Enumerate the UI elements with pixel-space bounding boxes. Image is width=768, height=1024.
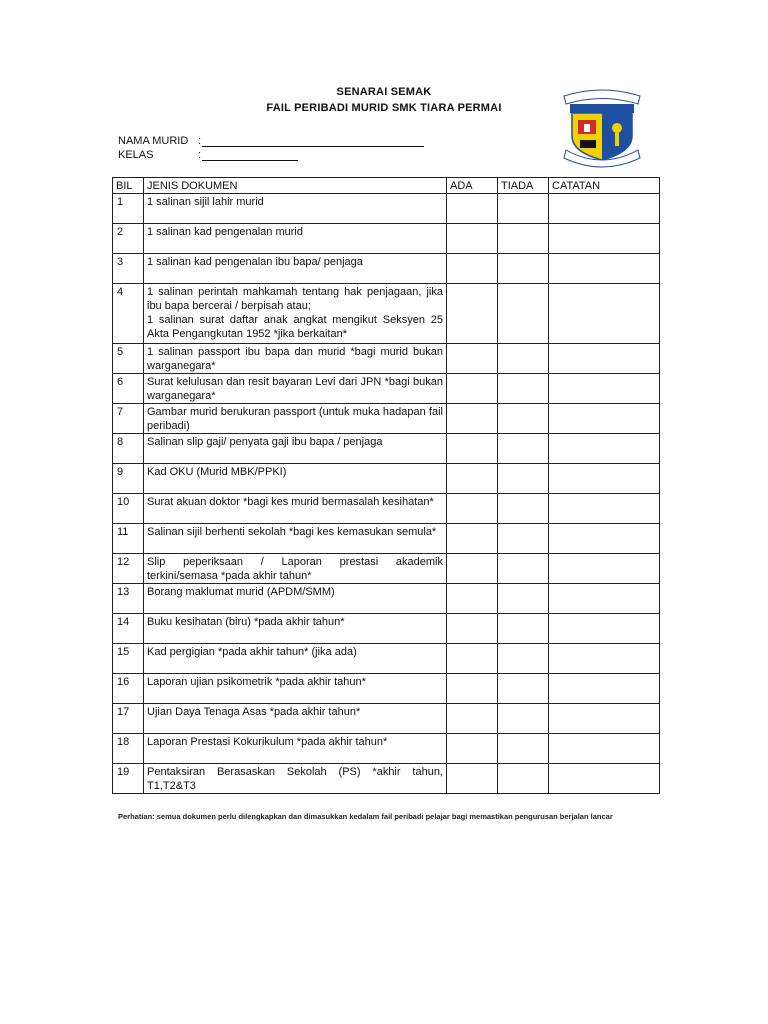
tiada-cell[interactable] [498,674,549,704]
ada-cell[interactable] [447,674,498,704]
ada-cell[interactable] [447,344,498,374]
ada-cell[interactable] [447,524,498,554]
table-header-row [113,178,660,194]
page-title: SENARAI SEMAK [336,86,432,98]
table-row: 16 Laporan ujian psikometrik *pada akhir tahun* [113,674,660,704]
ada-cell[interactable] [447,554,498,584]
catatan-cell[interactable] [549,494,660,524]
school-crest-logo [560,84,644,168]
footnote: Perhatian: semua dokumen perlu dilengkapkan dan dimasukkan kedalam fail peribadi pelajar bagi memastikan pengurusan berjalan lancar [118,812,613,821]
col-header-bil: BIL [113,178,144,194]
class-label: KELAS [118,149,154,161]
table-row: 3 1 salinan kad pengenalan ibu bapa/ penjaga [113,254,660,284]
catatan-cell[interactable] [549,584,660,614]
catatan-cell[interactable] [549,764,660,794]
catatan-cell[interactable] [549,704,660,734]
tiada-cell[interactable] [498,764,549,794]
tiada-cell[interactable] [498,194,549,224]
table-row: 17 Ujian Daya Tenaga Asas *pada akhir tahun* [113,704,660,734]
col-header-catatan: CATATAN [549,178,660,194]
tiada-cell[interactable] [498,404,549,434]
col-header-doc: JENIS DOKUMEN [144,178,447,194]
class-field[interactable]: : [198,149,298,161]
student-name-field[interactable]: : [198,135,424,147]
catatan-cell[interactable] [549,674,660,704]
catatan-cell[interactable] [549,524,660,554]
tiada-cell[interactable] [498,374,549,404]
table-row: 11 Salinan sijil berhenti sekolah *bagi kes kemasukan semula* [113,524,660,554]
tiada-cell[interactable] [498,284,549,344]
tiada-cell[interactable] [498,704,549,734]
ada-cell[interactable] [447,284,498,344]
col-header-tiada: TIADA [498,178,549,194]
checklist-table [112,177,660,794]
catatan-cell[interactable] [549,554,660,584]
tiada-cell[interactable] [498,524,549,554]
catatan-cell[interactable] [549,194,660,224]
ada-cell[interactable] [447,494,498,524]
table-row: 14 Buku kesihatan (biru) *pada akhir tahun* [113,614,660,644]
table-row: 19 Pentaksiran Berasaskan Sekolah (PS) *akhir tahun, T1,T2&T3 [113,764,660,794]
catatan-cell[interactable] [549,374,660,404]
table-row: 15 Kad pergigian *pada akhir tahun* (jika ada) [113,644,660,674]
catatan-cell[interactable] [549,614,660,644]
ada-cell[interactable] [447,374,498,404]
tiada-cell[interactable] [498,464,549,494]
ada-cell[interactable] [447,464,498,494]
catatan-cell[interactable] [549,734,660,764]
tiada-cell[interactable] [498,224,549,254]
tiada-cell[interactable] [498,614,549,644]
ada-cell[interactable] [447,704,498,734]
catatan-cell[interactable] [549,224,660,254]
tiada-cell[interactable] [498,644,549,674]
ada-cell[interactable] [447,764,498,794]
table-row: 8 Salinan slip gaji/ penyata gaji ibu bapa / penjaga [113,434,660,464]
tiada-cell[interactable] [498,254,549,284]
table-row: 4 1 salinan perintah mahkamah tentang hak penjagaan, jika ibu bapa bercerai / berpisah atau; 1 salinan surat daftar anak angkat mengikut Seksyen 25 Akta Pengangkutan 1952 *jika berkaitan* [113,284,660,344]
catatan-cell[interactable] [549,254,660,284]
col-header-ada: ADA [447,178,498,194]
tiada-cell[interactable] [498,554,549,584]
table-row: 7 Gambar murid berukuran passport (untuk muka hadapan fail peribadi) [113,404,660,434]
tiada-cell[interactable] [498,434,549,464]
ada-cell[interactable] [447,644,498,674]
catatan-cell[interactable] [549,284,660,344]
tiada-cell[interactable] [498,494,549,524]
tiada-cell[interactable] [498,734,549,764]
tiada-cell[interactable] [498,344,549,374]
table-row: 6 Surat kelulusan dan resit bayaran Levi dari JPN *bagi bukan warganegara* [113,374,660,404]
table-row: 12 Slip peperiksaan / Laporan prestasi akademik terkini/semasa *pada akhir tahun* [113,554,660,584]
table-row: 18 Laporan Prestasi Kokurikulum *pada akhir tahun* [113,734,660,764]
table-row: 1 1 salinan sijil lahir murid [113,194,660,224]
tiada-cell[interactable] [498,584,549,614]
ada-cell[interactable] [447,584,498,614]
catatan-cell[interactable] [549,464,660,494]
table-row: 10 Surat akuan doktor *bagi kes murid bermasalah kesihatan* [113,494,660,524]
student-name-label: NAMA MURID [118,135,189,147]
ada-cell[interactable] [447,254,498,284]
table-row: 9 Kad OKU (Murid MBK/PPKI) [113,464,660,494]
table-row: 13 Borang maklumat murid (APDM/SMM) [113,584,660,614]
ada-cell[interactable] [447,224,498,254]
ada-cell[interactable] [447,614,498,644]
catatan-cell[interactable] [549,644,660,674]
table-row: 5 1 salinan passport ibu bapa dan murid *bagi murid bukan warganegara* [113,344,660,374]
ada-cell[interactable] [447,404,498,434]
catatan-cell[interactable] [549,404,660,434]
page-subtitle: FAIL PERIBADI MURID SMK TIARA PERMAI [266,102,502,114]
catatan-cell[interactable] [549,434,660,464]
ada-cell[interactable] [447,434,498,464]
ada-cell[interactable] [447,734,498,764]
table-row: 2 1 salinan kad pengenalan murid [113,224,660,254]
catatan-cell[interactable] [549,344,660,374]
ada-cell[interactable] [447,194,498,224]
